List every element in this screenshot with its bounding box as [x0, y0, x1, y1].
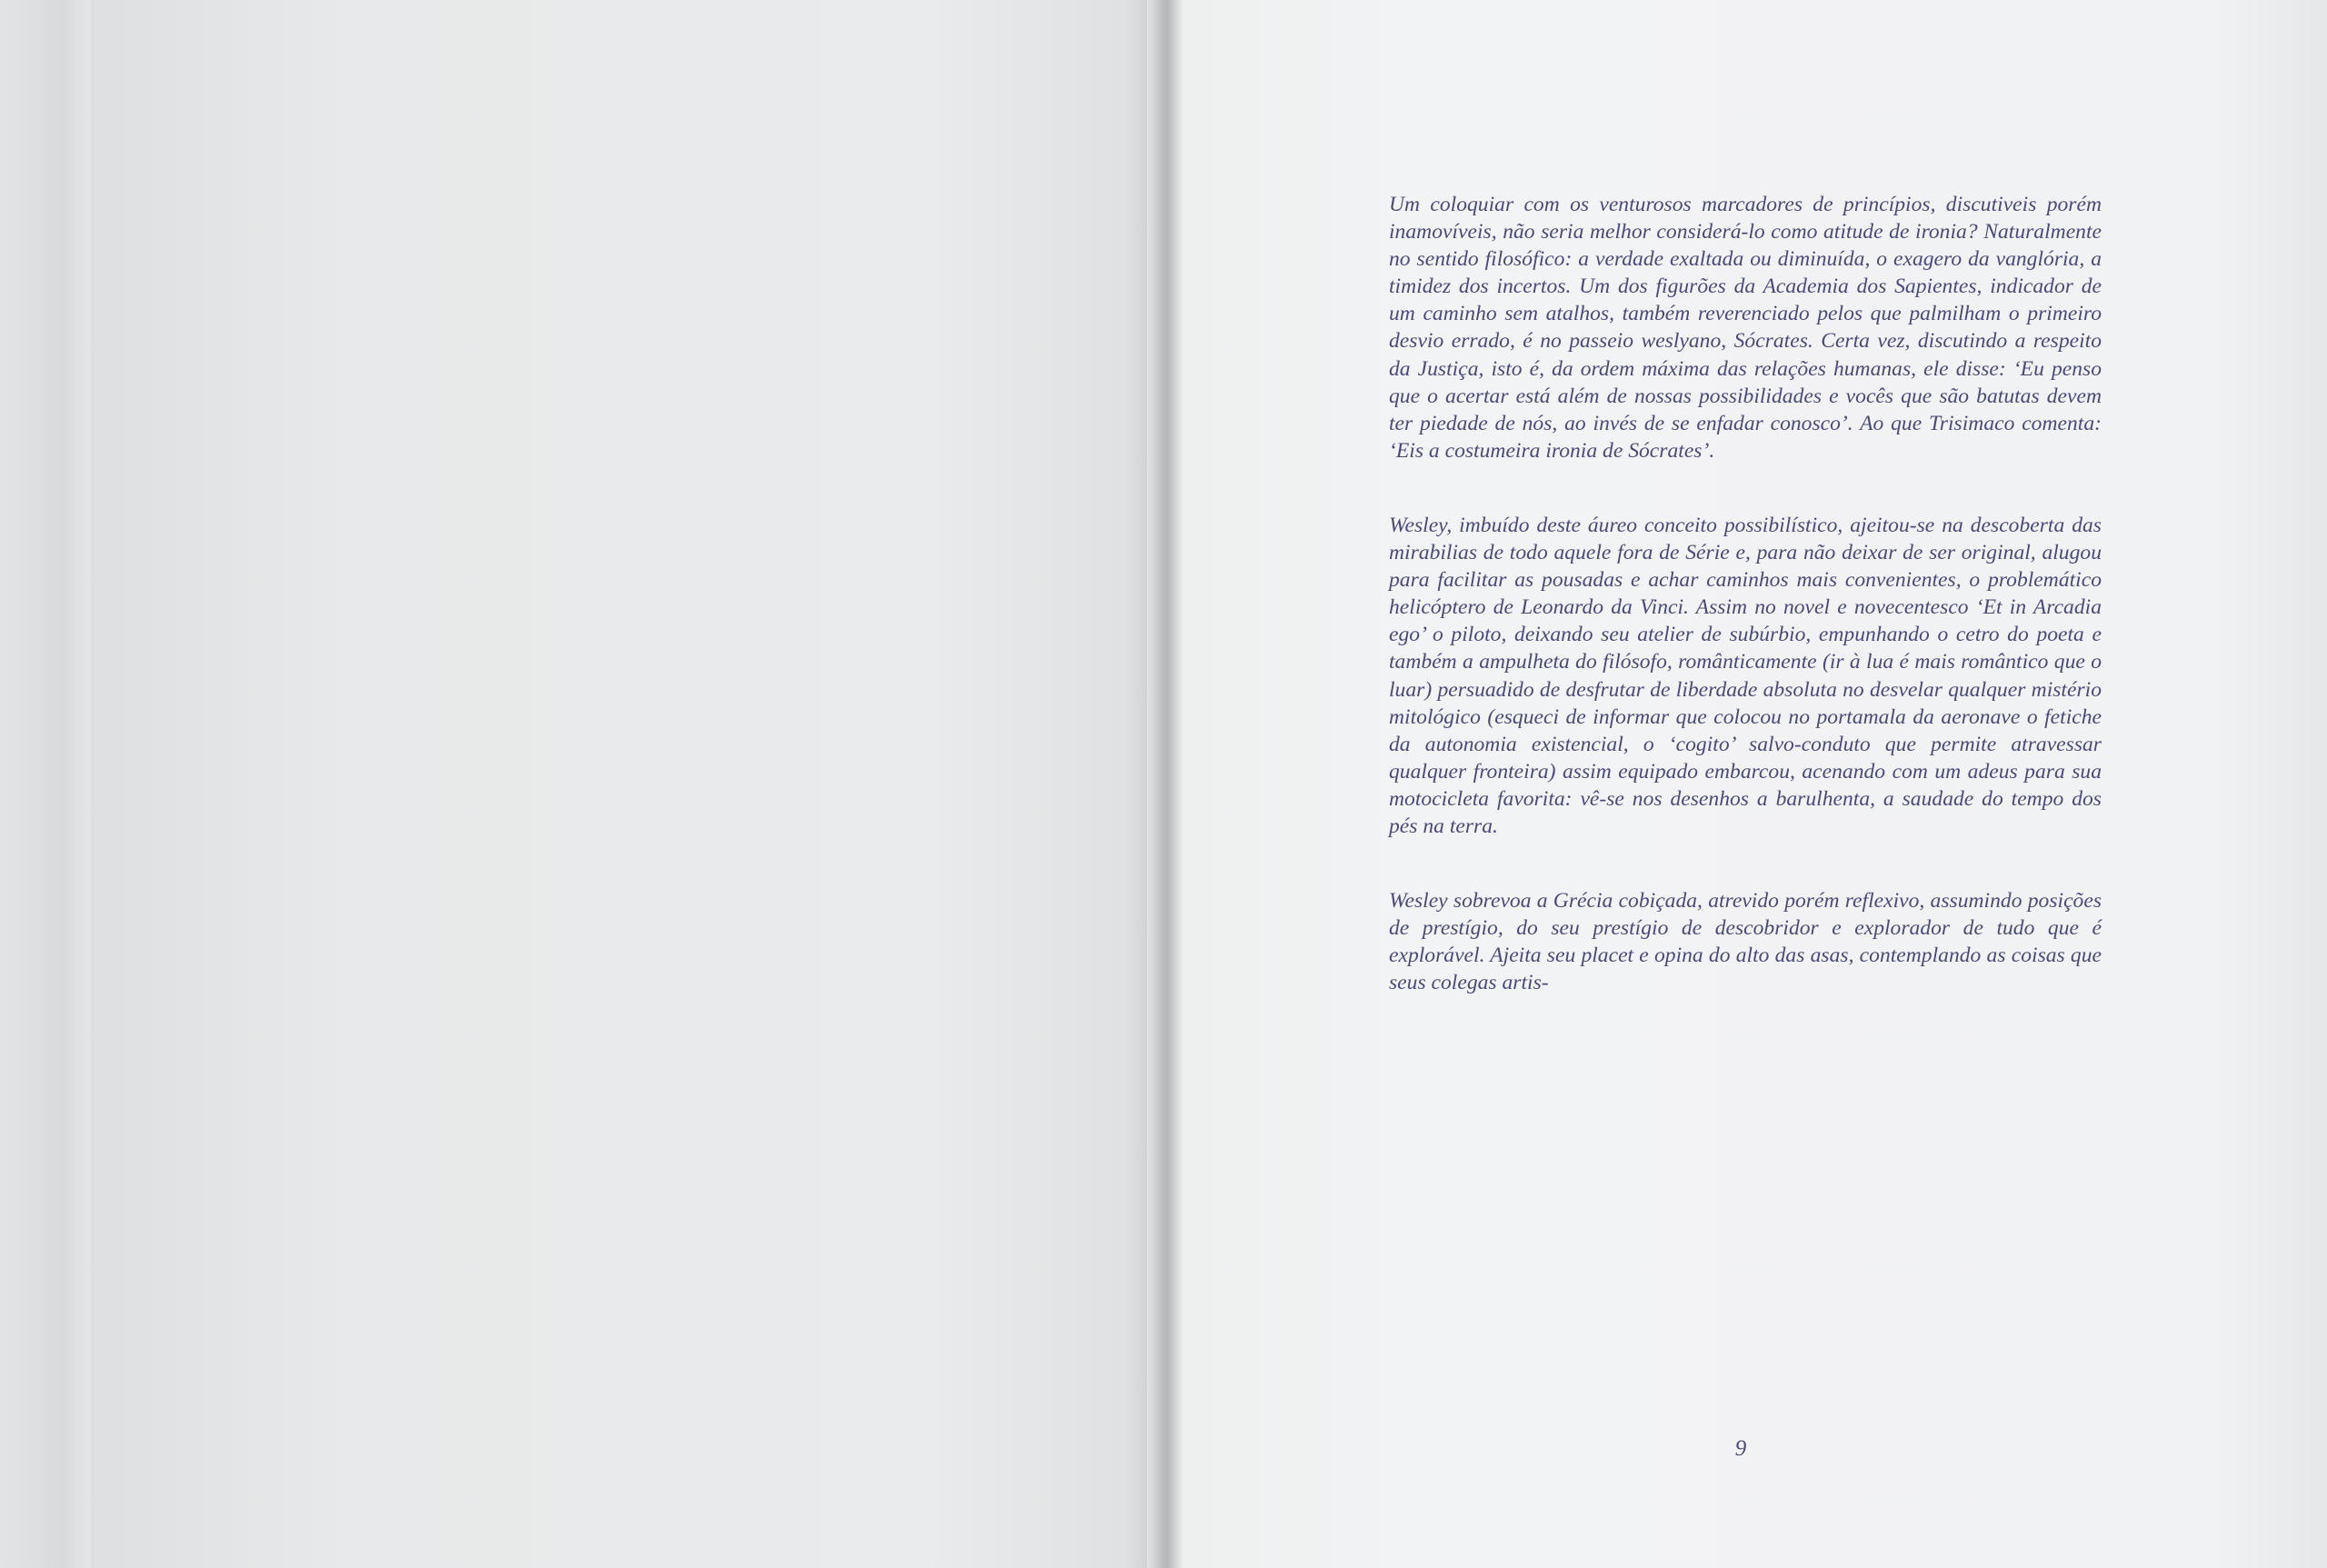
paragraph: Wesley, imbuído deste áureo conceito possibilístico, ajeitou-se na descoberta das mirabilias de todo aquele fora de Série e, para não deixar de ser original, alugou para facilitar as pousadas e achar caminhos mais convenientes, o problemático helicóptero de Leonardo da Vinci. Assim no novel e novecentesco ‘Et in Arcadia ego’ o piloto, deixando seu atelier de subúrbio, empunhando o cetro do poeta e também a ampulheta do filósofo, românticamente (ir à lua é mais romântico que o luar) persuadido de desfrutar de liberdade absoluta no desvelar qualquer mistério mitológico (esqueci de informar que colocou no portamala da aeronave o fetiche da autonomia existencial, o ‘cogito’ salvo-conduto que permite atravessar qualquer fronteira) assim equipado embarcou, acenando com um adeus para sua motocicleta favorita: vê-se nos desenhos a barulhenta, a saudade do tempo dos pés na terra.	[1389, 513, 2102, 838]
page-number: 9	[1734, 1436, 1747, 1461]
left-page-blank	[0, 0, 1160, 1568]
paragraph: Wesley sobrevoa a Grécia cobiçada, atrevido porém reflexivo, assumindo posições de prestígio, do seu prestígio de descobridor e explorador de tudo que é explorável. Ajeita seu placet e opina do alto das asas, contemplando as coisas que seus colegas artis-	[1389, 889, 2102, 995]
paragraph: Um coloquiar com os venturosos marcadores de princípios, discutiveis porém inamovíveis, não seria melhor considerá-lo como atitude de ironia? Naturalmente no sentido filosófico: a verdade exaltada ou diminuída, o exagero da vanglória, a timidez dos incertos. Um dos figurões da Academia dos Sapientes, indicador de um caminho sem atalhos, também reverenciado pelos que palmilham o primeiro desvio errado, é no passeio weslyano, Sócrates. Certa vez, discutindo a respeito da Justiça, isto é, da ordem máxima das relações humanas, ele disse: ‘Eu penso que o acertar está além de nossas possibilidades e vocês que são batutas devem ter piedade de nós, ao invés de se enfadar conosco’. Ao que Trisimaco comenta: ‘Eis a costumeira ironia de Sócrates’.	[1389, 193, 2102, 463]
book-gutter	[1147, 0, 1183, 1568]
left-page-edge	[0, 0, 91, 1568]
page-text	[1389, 191, 2102, 1044]
